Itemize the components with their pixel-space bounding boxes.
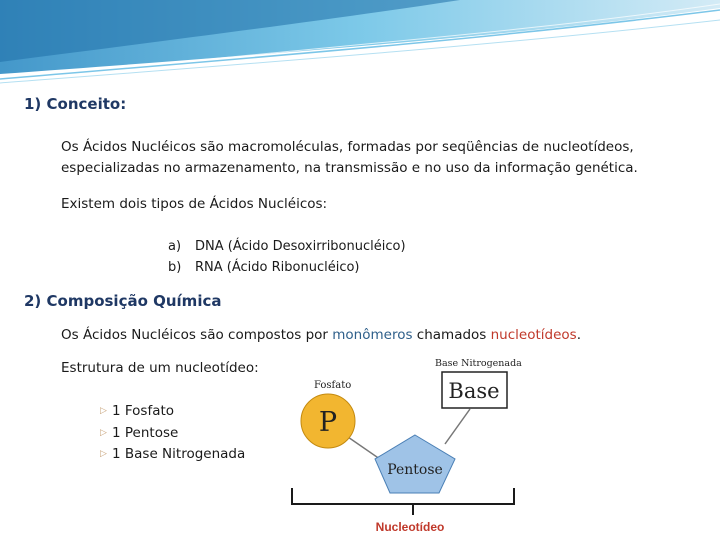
phosphate-symbol: P	[318, 407, 338, 438]
list-item	[100, 444, 245, 466]
composition-prefix: Os Ácidos Nucléicos são compostos por	[61, 327, 333, 343]
component-text: 1 Base Nitrogenada	[112, 446, 246, 462]
list-item	[100, 401, 245, 423]
nucleotide-label: Nucleotídeo	[375, 520, 445, 534]
concept-line-1: Os Ácidos Nucléicos são macromoléculas, formadas por seqüências de nucleotídeos,	[61, 139, 634, 155]
list-marker: a)	[168, 239, 182, 254]
list-marker: b)	[168, 260, 182, 275]
monomers-term: monômeros	[332, 327, 413, 343]
component-text: 1 Pentose	[112, 424, 179, 441]
composition-suffix: .	[576, 327, 581, 343]
decorative-banner	[0, 0, 720, 85]
list-item-text: RNA (Ácido Ribonucléico)	[195, 260, 360, 275]
phosphate-label: Fosfato	[314, 380, 352, 391]
section-title-concept: 1) Conceito:	[24, 95, 127, 113]
structure-label: Estrutura de um nucleotídeo:	[61, 360, 259, 376]
bullet-triangle-icon: ▷	[100, 427, 107, 438]
nucleic-acid-types-list	[168, 236, 406, 278]
components-list	[100, 401, 245, 466]
list-item	[100, 423, 245, 445]
composition-middle: chamados	[412, 327, 491, 343]
component-text: 1 Fosfato	[112, 403, 175, 419]
list-item	[168, 257, 406, 278]
base-text: Base	[448, 379, 500, 403]
pentose-text: Pentose	[387, 462, 443, 478]
base-pentose-bond	[445, 409, 470, 444]
base-label: Base Nitrogenada	[435, 358, 522, 369]
list-item	[168, 236, 406, 257]
concept-paragraph	[61, 137, 638, 179]
composition-sentence	[61, 325, 581, 346]
section-title-composition: 2) Composição Química	[24, 292, 222, 310]
types-intro: Existem dois tipos de Ácidos Nucléicos:	[61, 196, 328, 212]
bullet-triangle-icon: ▷	[100, 449, 107, 459]
nucleotides-term: nucleotídeos	[490, 327, 577, 343]
list-item-text: DNA (Ácido Desoxirribonucléico)	[195, 239, 406, 254]
concept-line-2: especializadas no armazenamento, na transmissão e no uso da informação genética.	[61, 160, 638, 176]
bullet-triangle-icon: ▷	[100, 406, 107, 416]
nucleotide-diagram	[280, 352, 530, 540]
